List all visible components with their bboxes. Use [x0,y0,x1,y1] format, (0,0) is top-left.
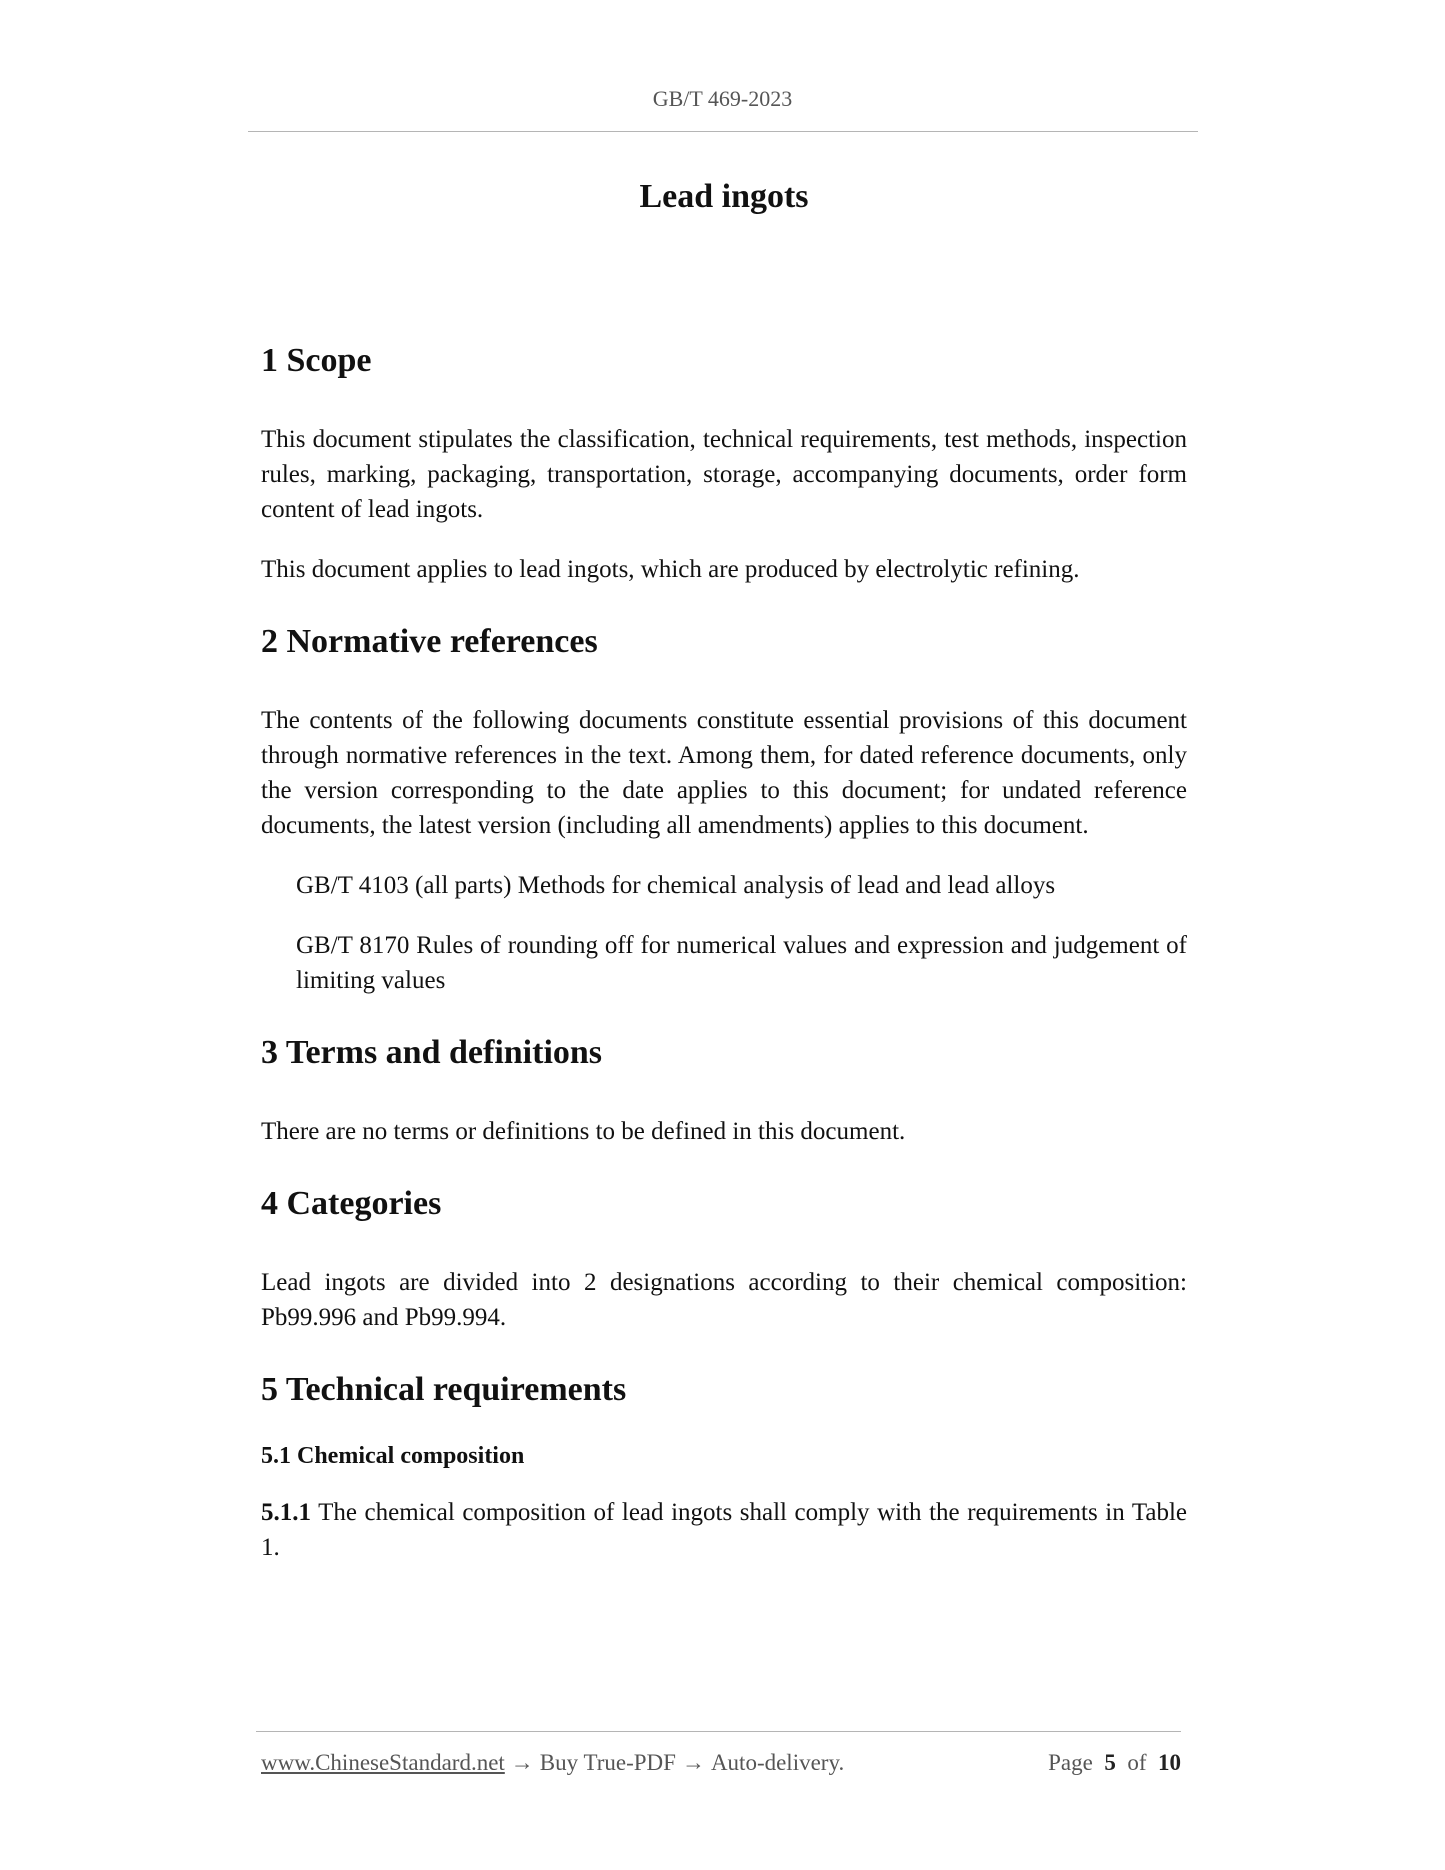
page-current: 5 [1104,1750,1116,1775]
section-4-paragraph-1: Lead ingots are divided into 2 designations according to their chemical composition: Pb99.996 and Pb99.994. [261,1269,1187,1331]
section-2-paragraph-1: The contents of the following documents constitute essential provisions of this document through normative references in the text. Among them, for dated reference documents, only the version corresponding to the date applies to this document; for undated reference documents, the latest version (including all amendments) applies to this document. [261,707,1187,839]
section-3-heading: 3 Terms and definitions [261,1034,603,1071]
auto-delivery-text: Auto-delivery. [710,1750,845,1775]
clause-number: 5.1.1 [261,1499,311,1526]
page-label: Page [1048,1750,1093,1775]
header-divider [248,131,1198,132]
normative-reference-2: GB/T 8170 Rules of rounding off for numerical values and expression and judgement of limiting values [296,932,1187,994]
section-1-heading: 1 Scope [261,342,372,379]
section-1-paragraph-2: This document applies to lead ingots, which are produced by electrolytic refining. [261,556,1080,583]
document-title: Lead ingots [639,178,809,215]
section-1-paragraph-1: This document stipulates the classification, technical requirements, test methods, inspection rules, marking, packaging, transportation, storage, accompanying documents, order form content of lead ingots. [261,426,1187,523]
page-number [1048,1750,1181,1776]
page-footer [261,1750,1181,1776]
buy-true-pdf-text: Buy True-PDF [539,1750,676,1775]
clause-5-1-1 [261,1495,1187,1565]
clause-text: The chemical composition of lead ingots shall comply with the requirements in Table 1. [261,1499,1187,1561]
footer-divider [256,1731,1181,1732]
section-5-heading: 5 Technical requirements [261,1371,627,1408]
normative-reference-1: GB/T 4103 (all parts) Methods for chemical analysis of lead and lead alloys [296,872,1056,899]
section-2-heading: 2 Normative references [261,623,598,660]
chinese-standard-link[interactable]: www.ChineseStandard.net [261,1750,505,1775]
arrow-right-icon: → [510,1750,534,1775]
section-3-paragraph-1: There are no terms or definitions to be defined in this document. [261,1118,906,1145]
arrow-right-icon: → [681,1750,705,1775]
section-4-heading: 4 Categories [261,1185,442,1222]
document-body [261,170,1187,1565]
page-header-doc-number: GB/T 469-2023 [652,86,793,111]
page-of-label: of [1127,1750,1147,1775]
subsection-5-1-heading: 5.1 Chemical composition [261,1443,525,1469]
footer-left [261,1750,844,1776]
page-total: 10 [1158,1750,1181,1775]
